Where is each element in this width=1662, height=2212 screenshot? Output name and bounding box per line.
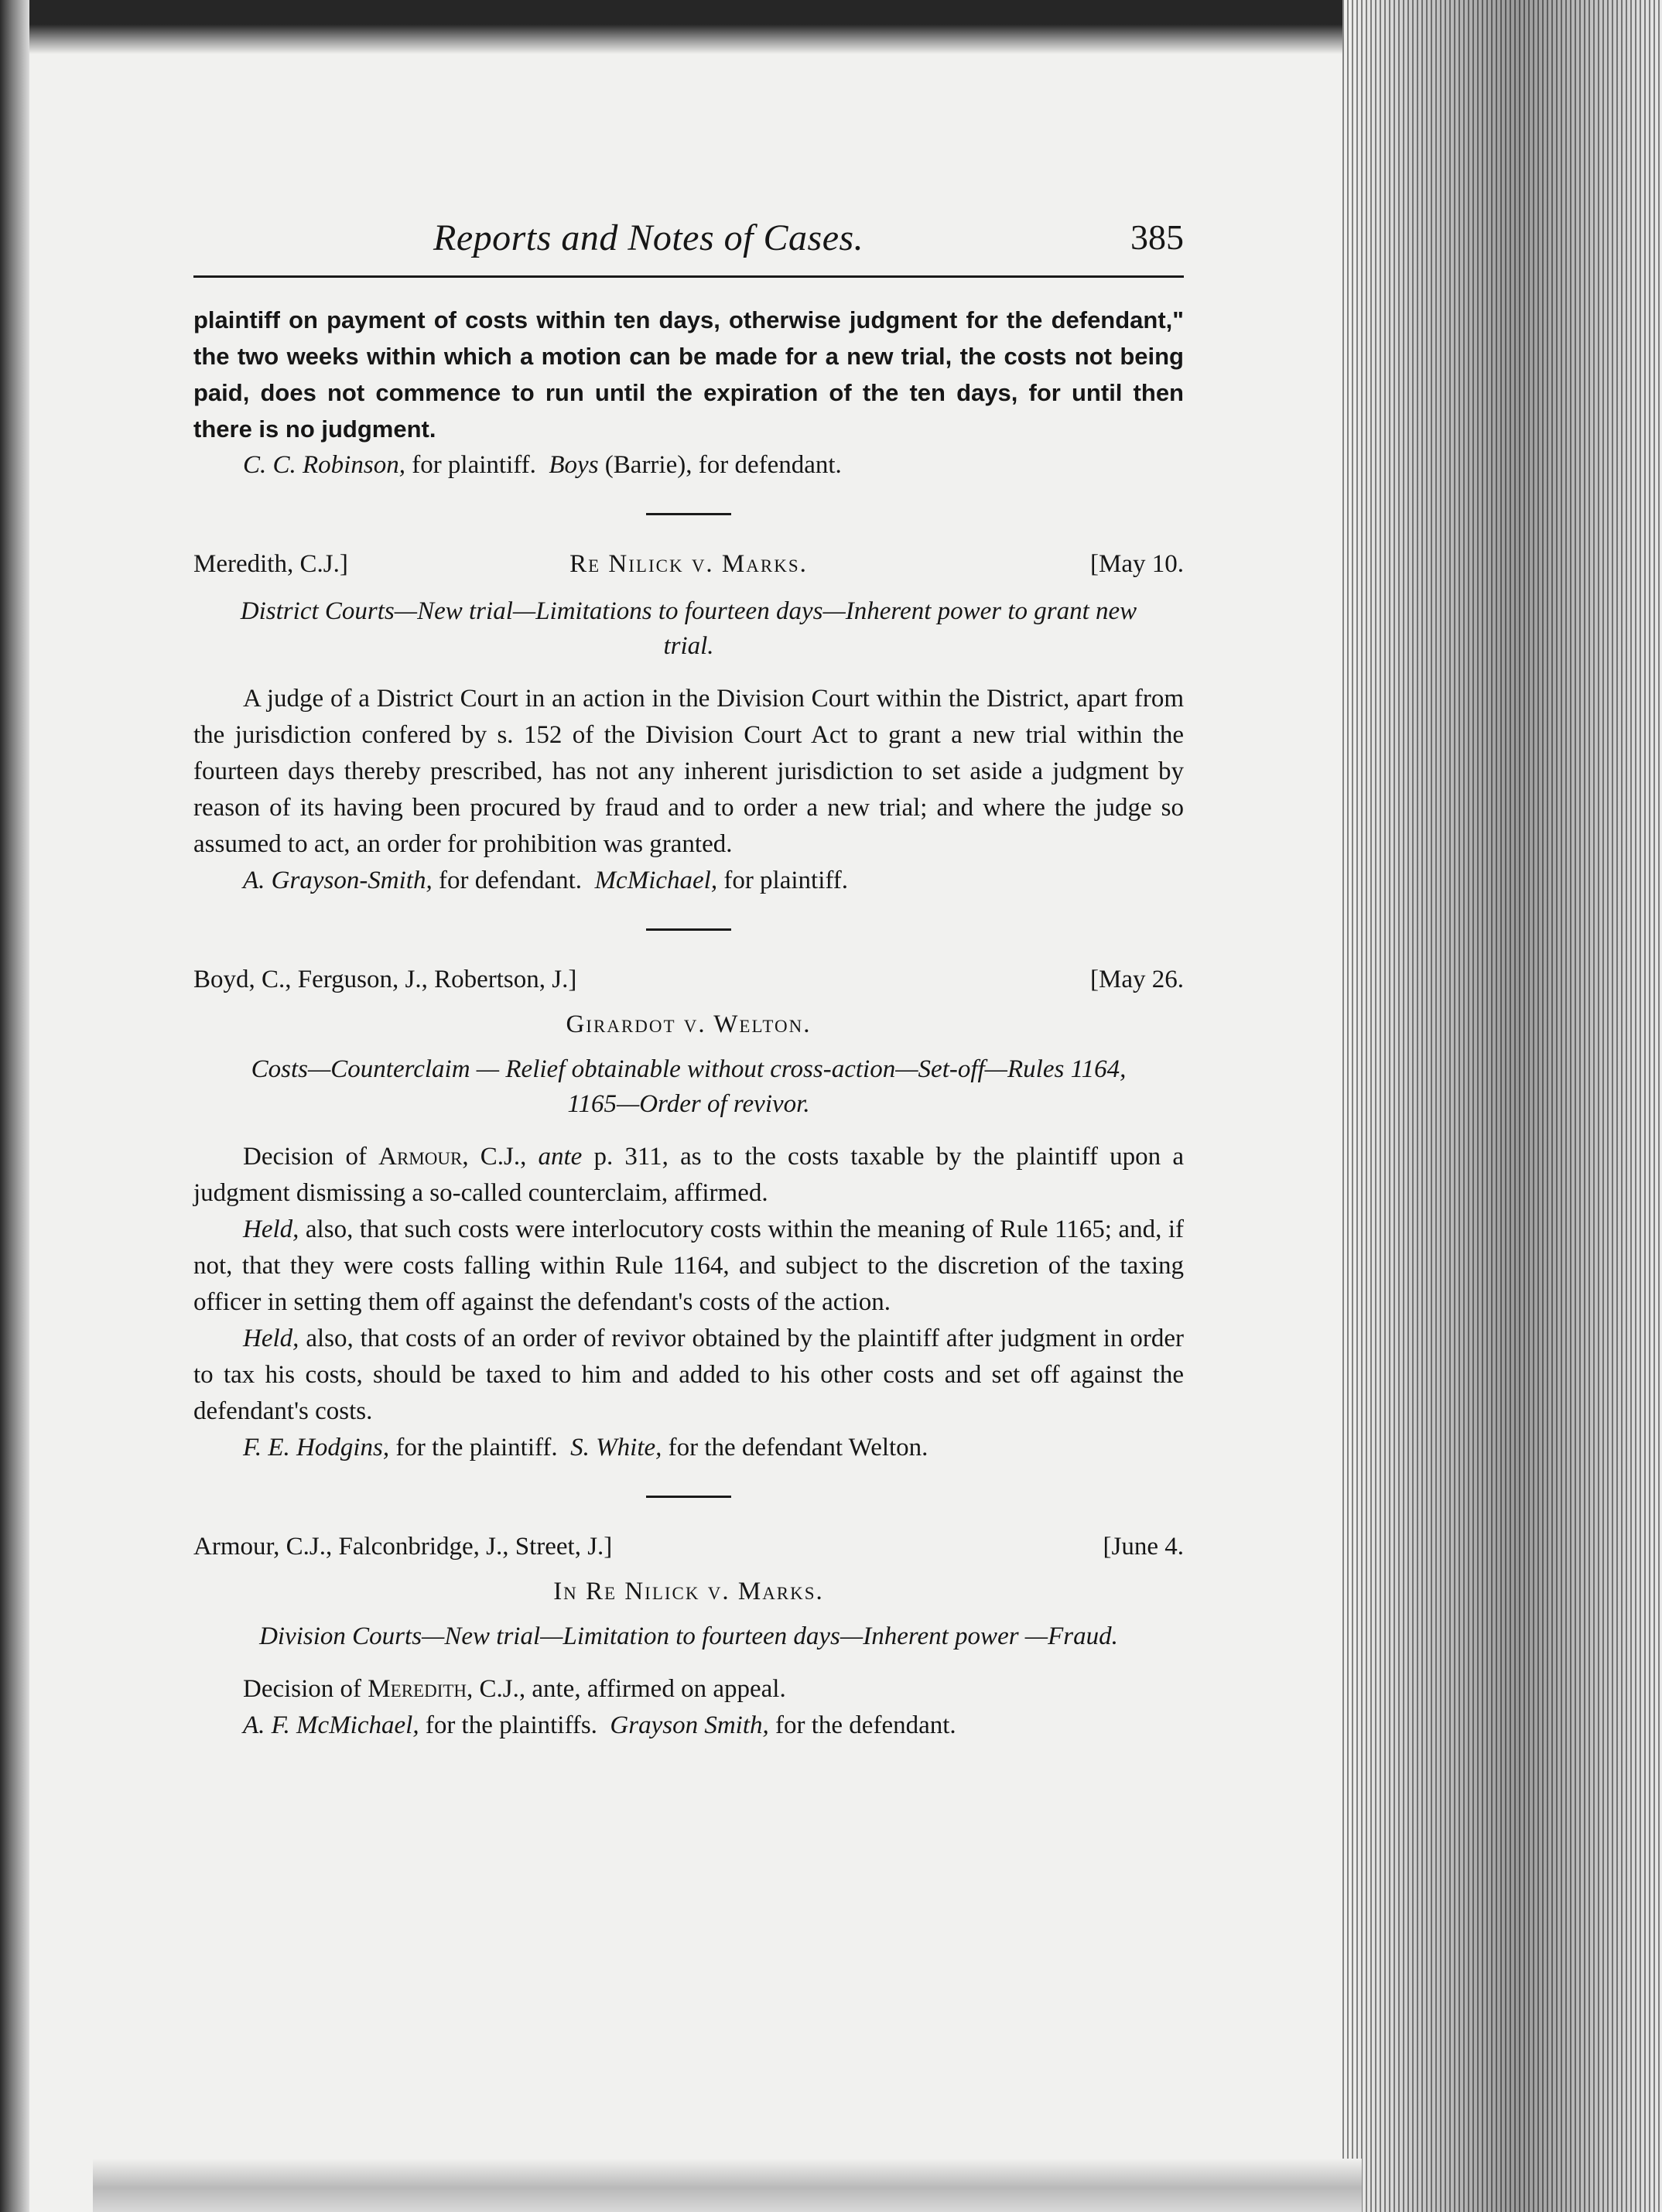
counsel-role: for defendant.	[432, 867, 583, 894]
scan-bottom-edge	[93, 2159, 1362, 2212]
counsel-name: McMichael,	[594, 867, 718, 894]
counsel-role: for the defendant Welton.	[662, 1434, 928, 1462]
section-divider	[646, 513, 731, 515]
counsel-name: A. Grayson-Smith,	[243, 867, 433, 894]
case-title: In Re Nilick v. Marks.	[553, 1578, 824, 1605]
text-run: also, that such costs were interlocutory costs within the meaning of Rule 1165; and, if not, that they were costs falling within Rule 1164, and subject to the discretion of the taxing officer in setting them off against the defendant's costs of the action.	[193, 1215, 1184, 1316]
case-re-nilick-v-marks	[193, 546, 1184, 899]
counsel-line	[193, 863, 1184, 899]
counsel-name: Boys	[549, 451, 599, 479]
scan-top-edge	[29, 0, 1345, 54]
page-content	[193, 302, 1184, 1744]
scan-left-edge	[0, 0, 29, 2212]
headnote-paragraph	[193, 1139, 1184, 1212]
judge-name: Meredith	[368, 1675, 467, 1703]
case-title: Re Nilick v. Marks.	[569, 550, 808, 578]
continued-paragraph: plaintiff on payment of costs within ten days, otherwise judgment for the defendant," the two weeks within which a motion can be made for a new trial, the costs not being paid, does not commence to run until the expiration of the ten days, for until then there is no judgment.	[193, 306, 1184, 443]
case-judges: Boyd, C., Ferguson, J., Robertson, J.]	[193, 966, 577, 993]
continued-case	[193, 302, 1184, 484]
case-date: [June 4.	[1103, 1533, 1184, 1561]
case-judges: Armour, C.J., Falconbridge, J., Street, J.]	[193, 1533, 613, 1561]
case-heading	[193, 546, 1184, 585]
catchwords: Division Courts—New trial—Limitation to fourteen days—Inherent power —Fraud.	[259, 1622, 1118, 1650]
text-run: also, that costs of an order of revivor obtained by the plaintiff after judgment in order to tax his costs, should be taxed to him and added to his other costs and set off against the defendant's costs.	[193, 1325, 1184, 1425]
counsel-role: (Barrie), for defendant.	[598, 451, 842, 479]
headnote-paragraph	[193, 1321, 1184, 1430]
counsel-name: C. C. Robinson,	[243, 451, 405, 479]
counsel-role: for the plaintiff.	[389, 1434, 558, 1462]
page-header	[193, 209, 1184, 271]
case-heading	[193, 1529, 1184, 1568]
held-label: Held,	[243, 1325, 299, 1352]
text-run: p. 311, as to the costs taxable by the plaintiff upon a judgment dismissing a so-called counterclaim, affirmed.	[193, 1143, 1184, 1207]
counsel-line	[193, 1430, 1184, 1466]
page	[193, 209, 1184, 2143]
catchwords: Costs—Counterclaim — Relief obtainable without cross-action—Set-off—Rules 1164, 1165—Order of revivor.	[251, 1055, 1127, 1118]
case-date: [May 10.	[1090, 550, 1184, 578]
text-run: Decision of	[243, 1675, 368, 1703]
counsel-line	[193, 447, 1184, 484]
section-divider	[646, 1496, 731, 1498]
counsel-role: for plaintiff.	[405, 451, 536, 479]
catchwords: District Courts—New trial—Limitations to fourteen days—Inherent power to grant new trial.	[240, 597, 1137, 660]
counsel-name: Grayson Smith,	[610, 1711, 769, 1739]
counsel-name: S. White,	[570, 1434, 662, 1462]
case-title: Girardot v. Welton.	[566, 1010, 812, 1038]
case-girardot-v-welton	[193, 962, 1184, 1466]
text-run: , C.J.,	[462, 1143, 539, 1171]
counsel-name: A. F. McMichael,	[243, 1711, 419, 1739]
running-title: Reports and Notes of Cases.	[433, 217, 864, 258]
held-label: Held,	[243, 1215, 299, 1243]
case-in-re-nilick-v-marks	[193, 1529, 1184, 1744]
case-judges: Meredith, C.J.]	[193, 550, 348, 578]
page-number: 385	[1130, 217, 1184, 257]
counsel-role: for the plaintiffs.	[419, 1711, 597, 1739]
headnote-paragraph	[193, 1212, 1184, 1321]
book-spine-shadow	[1342, 0, 1662, 2212]
headnote-paragraph: A judge of a District Court in an action in the Division Court within the District, apart from the jurisdiction confered by s. 152 of the Division Court Act to grant a new trial within the fourteen days thereby prescribed, has not any inherent jurisdiction to set aside a judgment by reason of its having been procured by fraud and to order a new trial; and where the judge so assumed to act, an order for prohibition was granted.	[193, 685, 1184, 858]
counsel-role: for the defendant.	[768, 1711, 956, 1739]
section-divider	[646, 928, 731, 931]
counsel-line	[193, 1708, 1184, 1744]
text-run: ante	[538, 1143, 583, 1171]
counsel-name: F. E. Hodgins,	[243, 1434, 390, 1462]
text-run: Decision of	[243, 1143, 379, 1171]
header-rule	[193, 275, 1184, 278]
case-date: [May 26.	[1090, 966, 1184, 993]
case-heading	[193, 962, 1184, 1000]
judge-name: Armour	[378, 1143, 463, 1171]
headnote-paragraph	[193, 1671, 1184, 1708]
text-run: , C.J., ante, affirmed on appeal.	[467, 1675, 786, 1703]
counsel-role: for plaintiff.	[717, 867, 849, 894]
